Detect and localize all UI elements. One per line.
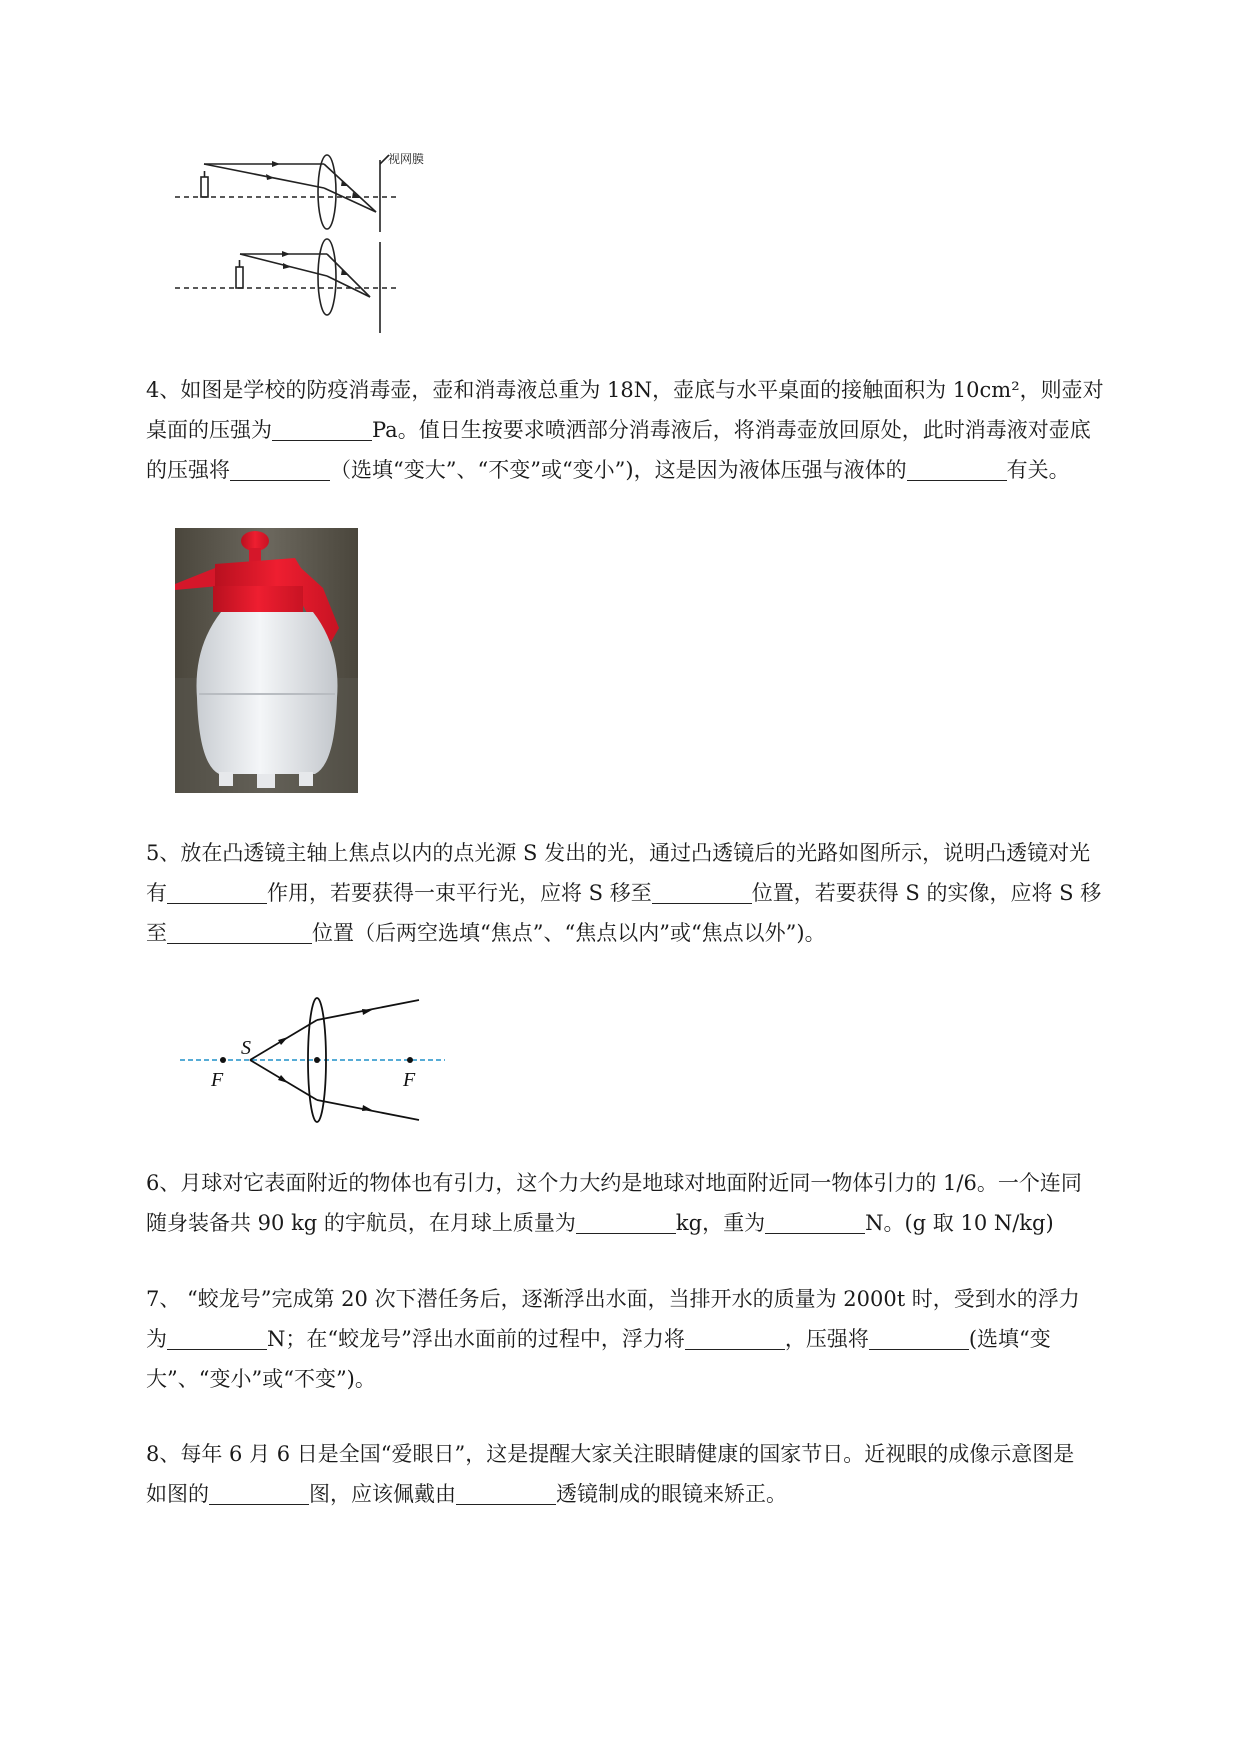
- answer-blank[interactable]: [456, 1482, 556, 1505]
- answer-blank[interactable]: [167, 881, 267, 904]
- answer-blank[interactable]: [167, 1327, 267, 1350]
- answer-blank[interactable]: [230, 458, 330, 481]
- spray-bottle-photo: [175, 528, 358, 793]
- question-5-line-2: 有 作用，若要获得一束平行光，应将 S 移至 位置，若要获得 S 的实像，应将 S 移: [146, 881, 1102, 905]
- question-4-line-2: 桌面的压强为 Pa。值日生按要求喷洒部分消毒液后，将消毒壶放回原处，此时消毒液对壶底: [146, 418, 1091, 442]
- answer-blank[interactable]: [576, 1211, 676, 1234]
- question-6-line-2: 随身装备共 90 kg 的宇航员，在月球上质量为 kg，重为 N。(g 取 10 N/kg): [146, 1211, 1054, 1235]
- question-5-line-1: 5、放在凸透镜主轴上焦点以内的点光源 S 发出的光，通过凸透镜后的光路如图所示，说明凸透镜对光: [146, 841, 1091, 865]
- answer-blank[interactable]: [765, 1211, 865, 1234]
- question-7-line-3: 大”、“变小”或“不变”)。: [146, 1367, 376, 1391]
- answer-blank[interactable]: [869, 1327, 969, 1350]
- focus-left-label: F: [211, 1069, 224, 1091]
- eye-diagram: [170, 150, 470, 340]
- question-8-line-2: 如图的 图，应该佩戴由 透镜制成的眼镜来矫正。: [146, 1482, 787, 1506]
- focus-right-label: F: [403, 1069, 416, 1091]
- answer-blank[interactable]: [272, 418, 372, 441]
- question-8-line-1: 8、每年 6 月 6 日是全国“爱眼日”，这是提醒大家关注眼睛健康的国家节日。近视眼的成像示意图是: [146, 1442, 1075, 1466]
- question-5-line-3: 至 位置（后两空选填“焦点”、“焦点以内”或“焦点以外”)。: [146, 921, 826, 945]
- question-4-line-3: 的压强将 （选填“变大”、“不变”或“变小”)，这是因为液体压强与液体的 有关。: [146, 458, 1070, 482]
- question-7-line-2: 为 N；在“蛟龙号”浮出水面前的过程中，浮力将 ，压强将 (选填“变: [146, 1327, 1051, 1351]
- question-7-line-1: 7、 “蛟龙号”完成第 20 次下潜任务后，逐渐浮出水面，当排开水的质量为 2000t 时，受到水的浮力: [146, 1287, 1080, 1311]
- answer-blank[interactable]: [209, 1482, 309, 1505]
- answer-blank[interactable]: [652, 881, 752, 904]
- retina-label: 视网膜: [388, 152, 425, 166]
- answer-blank[interactable]: [907, 458, 1007, 481]
- question-4: [146, 370, 1158, 490]
- question-6: [146, 1163, 1158, 1243]
- source-s-label: S: [241, 1037, 251, 1059]
- convex-lens-diagram: [175, 990, 455, 1130]
- answer-blank[interactable]: [685, 1327, 785, 1350]
- question-4-line-1: 4、如图是学校的防疫消毒壶，壶和消毒液总重为 18N，壶底与水平桌面的接触面积为 10cm²，则壶对: [146, 378, 1104, 402]
- question-5: [146, 833, 1158, 953]
- answer-blank[interactable]: [167, 921, 312, 944]
- question-6-line-1: 6、月球对它表面附近的物体也有引力，这个力大约是地球对地面附近同一物体引力的 1/6。一个连同: [146, 1171, 1082, 1195]
- question-8: [146, 1434, 1158, 1514]
- question-7: [146, 1279, 1158, 1399]
